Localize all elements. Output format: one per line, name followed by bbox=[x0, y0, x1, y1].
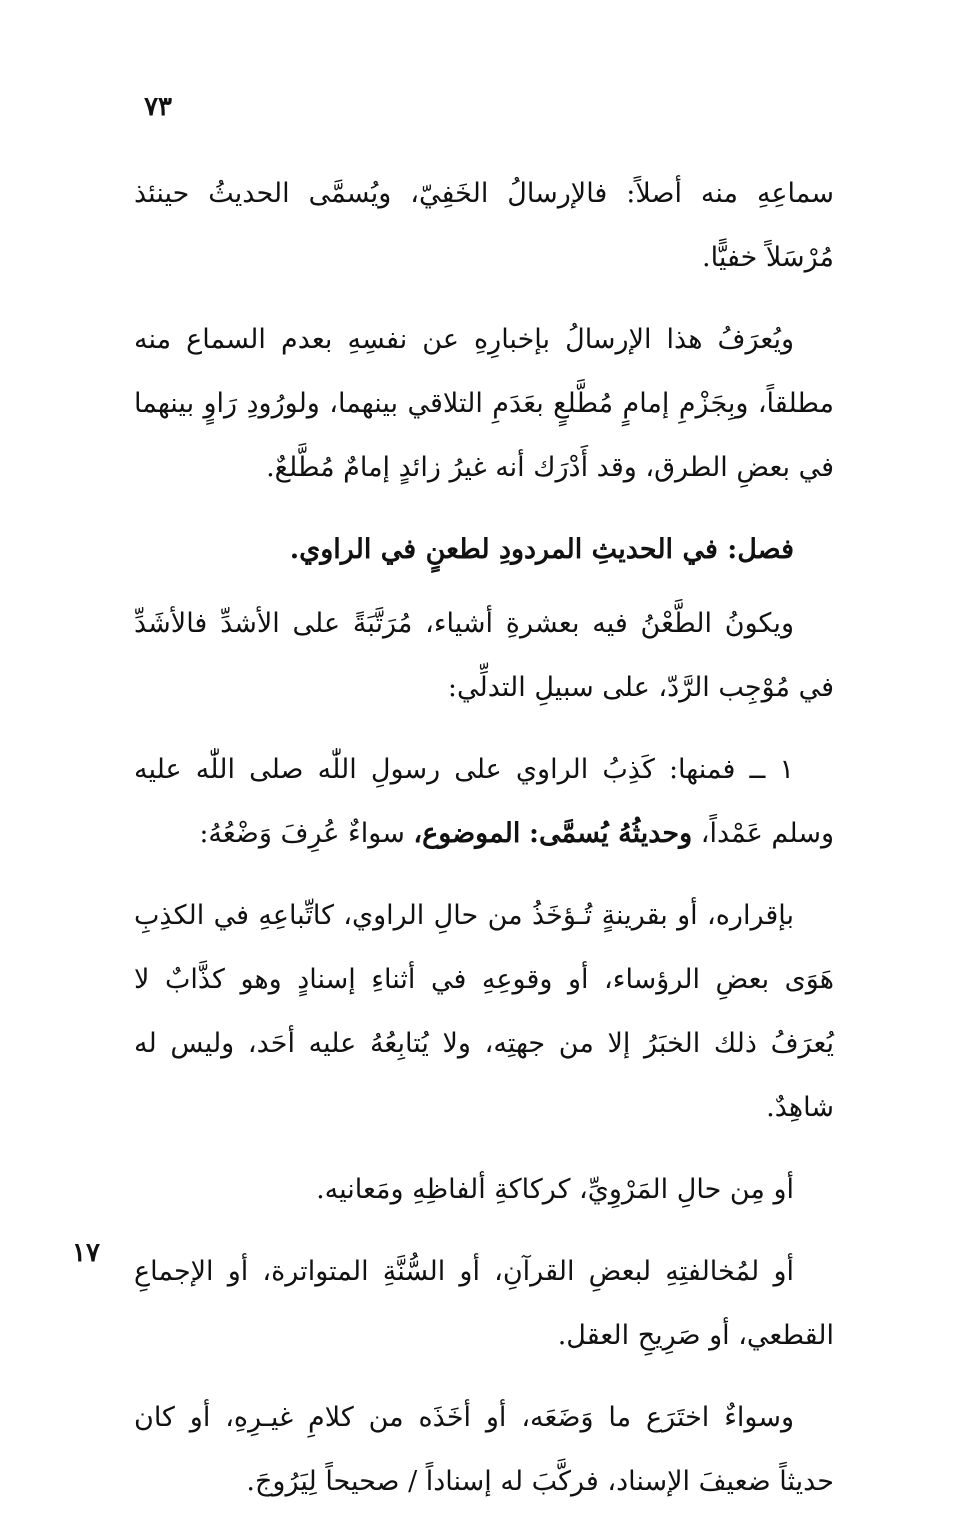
paragraph-5: بإقراره، أو بقرينةٍ تُـؤخَذُ من حالِ الراوي، كاتِّباعِهِ في الكذِبِ هَوَى بعضِ الرؤساء، أو وقوعِهِ في أثناءِ إسنادٍ وهو كذَّابٌ لا يُعرَفُ ذلك الخبَرُ إلا من جهتِه، ولا يُتابِعُهُ عليه أحَد، وليس له شاهِدٌ. bbox=[134, 900, 834, 1123]
paragraph-2: ويُعرَفُ هذا الإرسالُ بإخبارِهِ عن نفسِهِ بعدم السماع منه مطلقاً، وبِجَزْمِ إمامٍ مُطَّلعٍ بعَدَمِ التلاقي بينهما، ولورُودِ رَاوٍ بينهما في بعضِ الطرق، وقد أَدْرَك أنه غيرُ زائدٍ إمامٌ مُطَّلعٌ. bbox=[134, 324, 834, 483]
paragraph-4-bold-term: وحديثُهُ يُسمَّى: bbox=[529, 818, 693, 849]
paragraph-1: سماعِهِ منه أصلاً: فالإرسالُ الخَفِيّ، ويُسمَّى الحديثُ حينئذ مُرْسَلاً خفيًّا. bbox=[134, 178, 835, 273]
paragraph-4-bold-mawdu: الموضوع، bbox=[413, 818, 521, 849]
paragraph-6: أو مِن حالِ المَرْوِيِّ، كركاكةِ ألفاظِهِ ومَعانيه. bbox=[316, 1174, 794, 1205]
margin-page-number: ١٧ bbox=[72, 1238, 100, 1268]
page-body bbox=[134, 162, 834, 1532]
page-number: ٧٣ bbox=[144, 92, 172, 122]
paragraph-4-end: سواءٌ عُرِفَ وَضْعُهُ: bbox=[199, 818, 405, 849]
section-title: فصل: في الحديثِ المردودِ لطعنٍ في الراوي. bbox=[289, 534, 794, 565]
paragraph-4 bbox=[134, 738, 834, 866]
paragraph-3: ويكونُ الطَّعْنُ فيه بعشرةِ أشياء، مُرَتَّبَةً على الأشدِّ فالأشَدِّ في مُوْجِب الرَّدّ، على سبيلِ التدلِّي: bbox=[134, 608, 834, 703]
paragraph-4-start: ١ ــ فمنها: كَذِبُ الراوي على رسولِ اللّٰه صلى اللّٰه عليه وسلم عَمْداً، bbox=[134, 754, 834, 849]
paragraph-8: وسواءٌ اختَرَع ما وَضَعَه، أو أخَذَه من كلامِ غيـرِهِ، أو كان حديثاً ضعيفَ الإسناد، فركَّبَ له إسناداً / صحيحاً لِيَرُوجَ. bbox=[134, 1402, 834, 1497]
paragraph-7: أو لمُخالفتِهِ لبعضِ القرآنِ، أو السُّنَّةِ المتواترة، أو الإجماعِ القطعي، أو صَرِيحِ العقل. bbox=[134, 1256, 834, 1351]
